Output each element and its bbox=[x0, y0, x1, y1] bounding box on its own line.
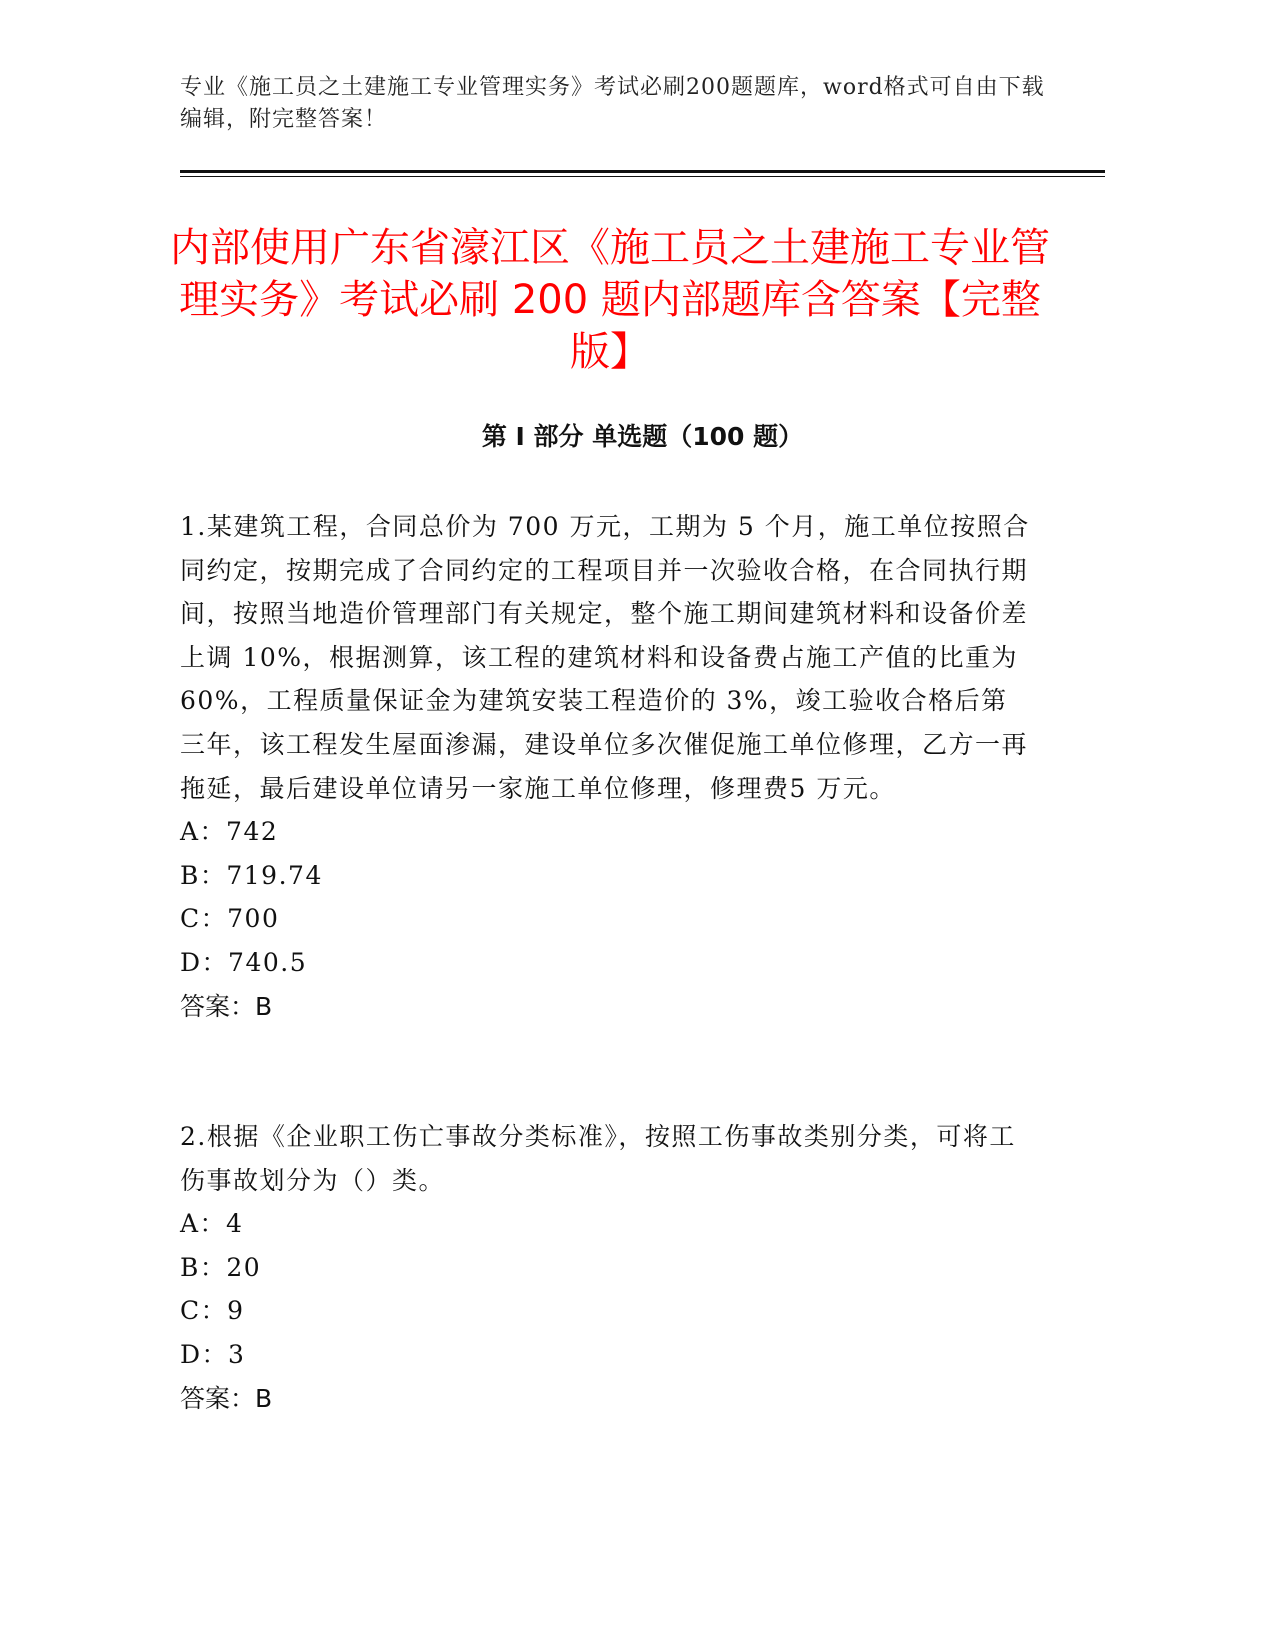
option-b: B：20 bbox=[180, 1252, 262, 1282]
option-b: B：719.74 bbox=[180, 860, 323, 890]
section-title: 第 I 部分 单选题（100 题） bbox=[481, 422, 804, 451]
header-rule-thick bbox=[180, 170, 1105, 173]
question-1 bbox=[180, 505, 1030, 1028]
header-rule-thin bbox=[180, 176, 1105, 177]
option-c: C：700 bbox=[180, 904, 280, 934]
option-a: A：742 bbox=[180, 817, 279, 847]
answer: 答案：B bbox=[180, 991, 273, 1021]
question-2 bbox=[180, 1115, 1030, 1420]
option-d: D：740.5 bbox=[180, 947, 308, 977]
question-text: 2.根据《企业职工伤亡事故分类标准》，按照工伤事故类别分类，可将工伤事故划分为（）类。 bbox=[180, 1122, 1016, 1195]
header-note: 专业《施工员之土建施工专业管理实务》考试必刷200题题库，word格式可自由下载编辑，附完整答案！ bbox=[180, 75, 1045, 132]
option-a: A：4 bbox=[180, 1209, 244, 1239]
option-d: D：3 bbox=[180, 1339, 246, 1369]
question-text: 1.某建筑工程，合同总价为 700 万元，工期为 5 个月，施工单位按照合同约定，按期完成了合同约定的工程项目并一次验收合格，在合同执行期间，按照当地造价管理部门有关规定，整个施工期间建筑材料和设备价差上调 10%，根据测算，该工程的建筑材料和设备费占施工产值的比重为 60%，工程质量保证金为建筑安装工程造价的 3%，竣工验收合格后第三年，该工程发生屋面渗漏，建设单位多次催促施工单位修理，乙方一再拖延，最后建设单位请另一家施工单位修理，修理费5 万元。 bbox=[180, 512, 1030, 803]
document-title: 内部使用广东省濠江区《施工员之土建施工专业管理实务》考试必刷 200 题内部题库含答案【完整版】 bbox=[170, 225, 1050, 375]
option-c: C：9 bbox=[180, 1296, 245, 1326]
answer: 答案：B bbox=[180, 1383, 273, 1413]
